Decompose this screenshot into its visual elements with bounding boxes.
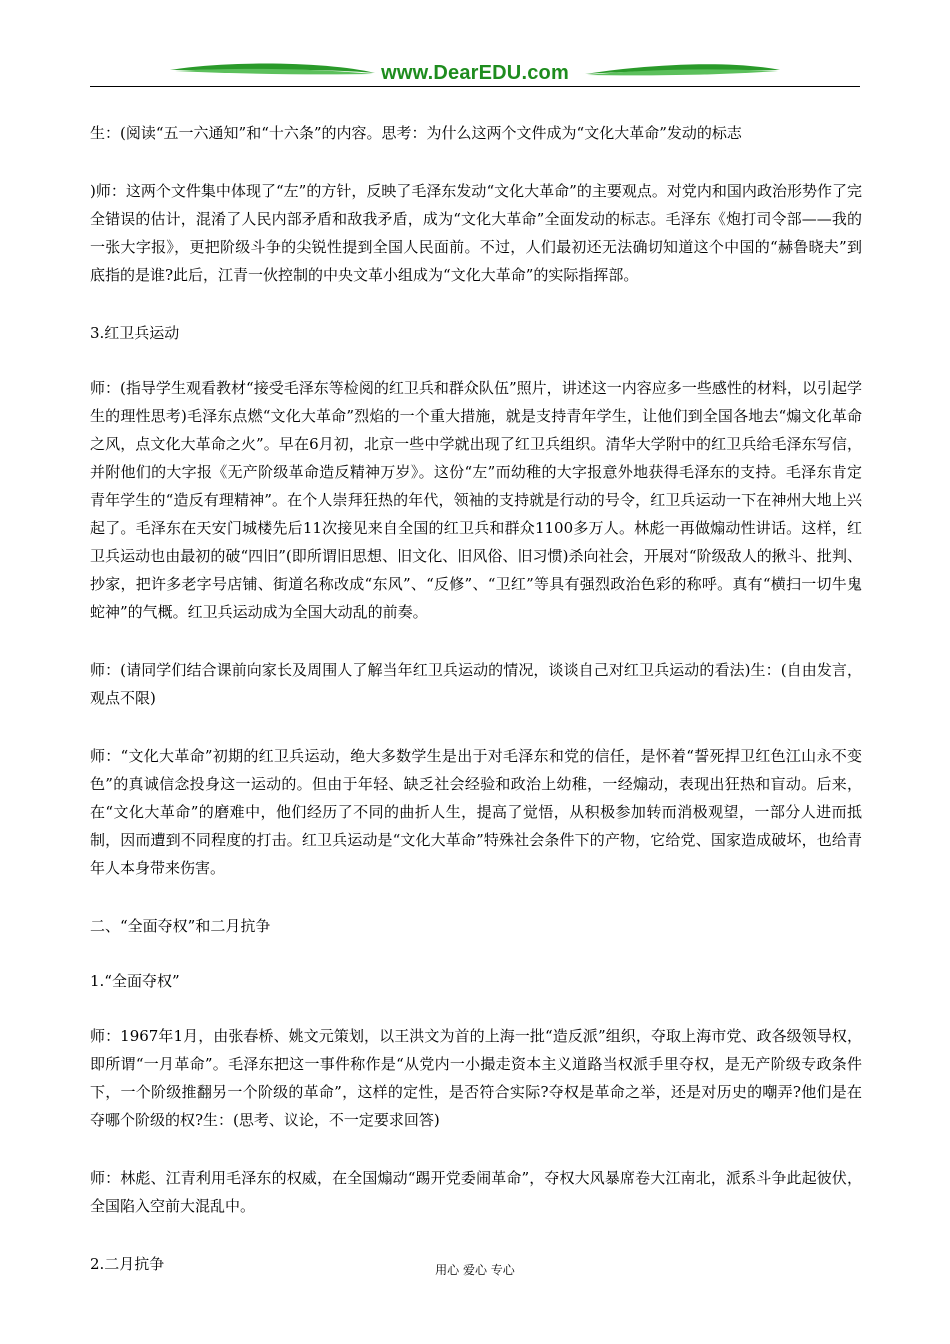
paragraph-student-reading: 生：(阅读“五一六通知”和“十六条”的内容。思考：为什么这两个文件成为“文化大革命”发动的标志: [90, 124, 742, 142]
section-heading-red-guards: 3.红卫兵运动: [90, 324, 180, 342]
document-body: [90, 119, 862, 1305]
paragraph-teacher-documents: )师：这两个文件集中体现了“左”的方针，反映了毛泽东发动“文化大革命”的主要观点。对党内和国内政治形势作了完全错误的估计，混淆了人民内部矛盾和敌我矛盾，成为“文化大革命”全面发动的标志。毛泽东《炮打司令部——我的一张大字报》，更把阶级斗争的尖锐性提到全国人民面前。不过，人们最初还无法确切知道这个中国的“赫鲁晓夫”到底指的是谁?此后，江青一伙控制的中央文革小组成为“文化大革命”的实际指挥部。: [90, 182, 862, 284]
page-footer: 用心 爱心 专心: [435, 1263, 515, 1277]
paragraph-discussion-prompt: 师：(请同学们结合课前向家长及周围人了解当年红卫兵运动的情况，谈谈自己对红卫兵运动的看法)生：(自由发言，观点不限): [90, 661, 862, 707]
paragraph-january-revolution: 师：1967年1月，由张春桥、姚文元策划，以王洪文为首的上海一批“造反派”组织，夺取上海市党、政各级领导权，即所谓“一月革命”。毛泽东把这一事件称作是“从党内一小撮走资本主义道路当权派手里夺权，是无产阶级专政条件下，一个阶级推翻另一个阶级的革命”，这样的定性，是否符合实际?夺权是革命之举，还是对历史的嘲弄?他们是在夺哪个阶级的权?生：(思考、议论，不一定要求回答): [90, 1027, 862, 1129]
paragraph-red-guard-summary: 师：“文化大革命”初期的红卫兵运动，绝大多数学生是出于对毛泽东和党的信任，是怀着“誓死捍卫红色江山永不变色”的真诚信念投身这一运动的。但由于年轻、缺乏社会经验和政治上幼稚，一经煽动，表现出狂热和盲动。后来，在“文化大革命”的磨难中，他们经历了不同的曲折人生，提高了觉悟，从积极参加转而消极观望，一部分人进而抵制，因而遭到不同程度的打击。红卫兵运动是“文化大革命”特殊社会条件下的产物，它给党、国家造成破坏，也给青年人本身带来伤害。: [90, 747, 862, 877]
subsection-heading-february-protest: 2.二月抗争: [90, 1255, 165, 1273]
site-logo-text: www.DearEDU.com: [381, 62, 569, 84]
subsection-heading-full-seizure: 1.“全面夺权”: [90, 972, 180, 990]
paragraph-red-guard-movement: 师：(指导学生观看教材“接受毛泽东等检阅的红卫兵和群众队伍”照片，讲述这一内容应多一些感性的材料，以引起学生的理性思考)毛泽东点燃“文化大革命”烈焰的一个重大措施，就是支持青年学生，让他们到全国各地去“煽文化革命之风，点文化大革命之火”。早在6月初，北京一些中学就出现了红卫兵组织。清华大学附中的红卫兵给毛泽东写信，并附他们的大字报《无产阶级革命造反精神万岁》。这份“左”而幼稚的大字报意外地获得毛泽东的支持。毛泽东肯定青年学生的“造反有理精神”。在个人崇拜狂热的年代，领袖的支持就是行动的号令，红卫兵运动一下在神州大地上兴起了。毛泽东在天安门城楼先后11次接见来自全国的红卫兵和群众1100多万人。林彪一再做煽动性讲话。这样，红卫兵运动也由最初的破“四旧”(即所谓旧思想、旧文化、旧风俗、旧习惯)杀向社会，开展对“阶级敌人的揪斗、批判、抄家，把许多老字号店铺、街道名称改成“东风”、“反修”、“卫红”等具有强烈政治色彩的称呼。真有“横扫一切牛鬼蛇神”的气概。红卫兵运动成为全国大动乱的前奏。: [90, 379, 862, 621]
header-rule: [90, 86, 860, 87]
paragraph-nationwide-chaos: 师：林彪、江青利用毛泽东的权威，在全国煽动“踢开党委闹革命”，夺权大风暴席卷大江南北，派系斗争此起彼伏，全国陷入空前大混乱中。: [90, 1169, 862, 1215]
section-heading-power-seizure: 二、“全面夺权”和二月抗争: [90, 917, 271, 935]
